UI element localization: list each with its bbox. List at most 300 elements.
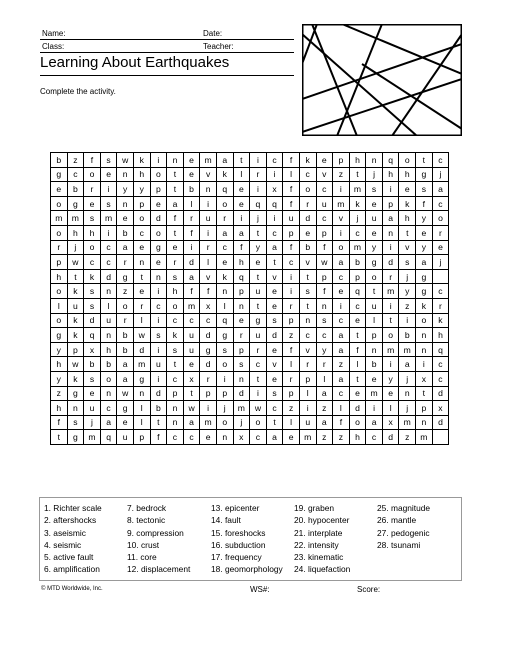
grid-cell: o xyxy=(399,153,416,168)
grid-cell: i xyxy=(382,298,399,313)
grid-cell: n xyxy=(233,371,250,386)
grid-cell: q xyxy=(250,196,267,211)
grid-cell: d xyxy=(100,269,117,284)
grid-cell: c xyxy=(133,225,150,240)
grid-cell: c xyxy=(316,211,333,226)
grid-cell: z xyxy=(333,357,350,372)
word-item: 11. core xyxy=(127,552,157,563)
grid-cell: u xyxy=(117,430,134,445)
grid-cell: f xyxy=(167,211,184,226)
grid-cell: o xyxy=(366,269,383,284)
grid-cell: w xyxy=(117,386,134,401)
grid-cell: c xyxy=(266,153,283,168)
grid-cell: c xyxy=(183,313,200,328)
grid-cell: t xyxy=(233,153,250,168)
grid-cell: s xyxy=(84,284,101,299)
grid-cell: j xyxy=(399,371,416,386)
grid-cell: r xyxy=(432,225,449,240)
grid-cell: d xyxy=(183,255,200,270)
grid-cell: z xyxy=(67,153,84,168)
copyright-text: © MTD Worldwide, Inc. xyxy=(41,586,103,592)
grid-cell: j xyxy=(432,255,449,270)
grid-cell: j xyxy=(432,167,449,182)
grid-cell: i xyxy=(366,401,383,416)
grid-cell: f xyxy=(416,196,433,211)
grid-cell: k xyxy=(167,328,184,343)
grid-cell: j xyxy=(216,401,233,416)
grid-row xyxy=(51,153,449,168)
grid-cell: k xyxy=(399,196,416,211)
grid-cell: b xyxy=(117,225,134,240)
grid-cell: t xyxy=(266,255,283,270)
grid-cell: p xyxy=(233,342,250,357)
grid-cell: i xyxy=(233,211,250,226)
grid-cell: x xyxy=(233,430,250,445)
grid-cell: w xyxy=(67,357,84,372)
grid-cell: c xyxy=(167,313,184,328)
word-item: 28. tsunami xyxy=(377,539,421,550)
grid-cell: f xyxy=(283,153,300,168)
grid-cell: x xyxy=(416,371,433,386)
grid-cell: j xyxy=(67,240,84,255)
grid-cell: i xyxy=(150,153,167,168)
grid-cell: e xyxy=(84,196,101,211)
grid-cell: k xyxy=(299,153,316,168)
grid-cell: c xyxy=(266,225,283,240)
grid-cell: e xyxy=(399,182,416,197)
grid-cell: i xyxy=(250,182,267,197)
grid-cell: g xyxy=(416,269,433,284)
grid-cell: n xyxy=(100,386,117,401)
grid-row xyxy=(51,240,449,255)
grid-cell: i xyxy=(150,284,167,299)
grid-cell: i xyxy=(283,269,300,284)
grid-cell: o xyxy=(167,298,184,313)
word-item: 2. aftershocks xyxy=(44,515,97,526)
grid-cell: y xyxy=(117,182,134,197)
grid-cell: i xyxy=(416,357,433,372)
grid-cell: x xyxy=(84,342,101,357)
grid-cell: e xyxy=(117,211,134,226)
grid-cell: c xyxy=(432,357,449,372)
grid-cell: g xyxy=(51,167,68,182)
grid-cell: y xyxy=(133,182,150,197)
grid-cell: u xyxy=(250,284,267,299)
grid-cell: p xyxy=(283,225,300,240)
score-label: Score: xyxy=(357,585,381,594)
grid-cell: i xyxy=(333,225,350,240)
grid-cell: t xyxy=(250,371,267,386)
grid-cell: p xyxy=(67,342,84,357)
grid-cell: r xyxy=(117,313,134,328)
grid-cell: g xyxy=(133,371,150,386)
grid-cell: v xyxy=(200,167,217,182)
grid-cell: t xyxy=(416,386,433,401)
grid-cell: e xyxy=(299,225,316,240)
grid-cell: p xyxy=(233,284,250,299)
grid-cell: e xyxy=(266,371,283,386)
grid-cell: n xyxy=(167,401,184,416)
grid-cell: h xyxy=(100,342,117,357)
word-item: 5. active fault xyxy=(44,552,94,563)
grid-cell: u xyxy=(366,211,383,226)
word-column-1 xyxy=(44,502,102,576)
grid-row xyxy=(51,328,449,343)
grid-cell: t xyxy=(366,284,383,299)
grid-cell: n xyxy=(150,269,167,284)
grid-cell: g xyxy=(117,269,134,284)
grid-cell: f xyxy=(316,284,333,299)
grid-cell: c xyxy=(216,240,233,255)
grid-cell: b xyxy=(183,182,200,197)
grid-cell: c xyxy=(333,269,350,284)
grid-cell: r xyxy=(382,269,399,284)
grid-cell: o xyxy=(84,240,101,255)
grid-cell: t xyxy=(250,225,267,240)
grid-cell: d xyxy=(133,342,150,357)
grid-cell: h xyxy=(133,167,150,182)
grid-cell: a xyxy=(333,371,350,386)
grid-cell: c xyxy=(167,371,184,386)
grid-cell: i xyxy=(333,298,350,313)
grid-cell: f xyxy=(283,240,300,255)
grid-cell: m xyxy=(233,401,250,416)
page-title: Learning About Earthquakes xyxy=(40,54,230,71)
grid-cell: l xyxy=(349,357,366,372)
grid-cell: n xyxy=(100,284,117,299)
grid-cell: c xyxy=(200,313,217,328)
grid-cell: t xyxy=(416,153,433,168)
grid-cell: i xyxy=(382,240,399,255)
grid-cell: i xyxy=(200,401,217,416)
grid-cell: g xyxy=(67,196,84,211)
grid-cell: g xyxy=(150,240,167,255)
word-item: 18. geomorphology xyxy=(211,564,283,575)
grid-cell: k xyxy=(67,284,84,299)
grid-cell: v xyxy=(266,269,283,284)
grid-cell: g xyxy=(51,328,68,343)
grid-cell: t xyxy=(133,269,150,284)
word-item: 24. liquefaction xyxy=(294,564,351,575)
grid-cell: f xyxy=(233,240,250,255)
grid-cell: o xyxy=(416,313,433,328)
grid-cell: h xyxy=(84,225,101,240)
grid-cell: t xyxy=(167,357,184,372)
grid-cell: y xyxy=(366,240,383,255)
grid-cell: a xyxy=(117,240,134,255)
grid-cell: r xyxy=(51,240,68,255)
grid-cell: f xyxy=(150,430,167,445)
grid-cell: s xyxy=(416,182,433,197)
grid-cell: n xyxy=(366,153,383,168)
grid-cell: k xyxy=(133,153,150,168)
grid-cell: b xyxy=(299,240,316,255)
grid-cell: i xyxy=(150,342,167,357)
grid-cell: p xyxy=(200,386,217,401)
grid-cell: c xyxy=(333,313,350,328)
grid-cell: d xyxy=(266,328,283,343)
grid-cell: p xyxy=(333,153,350,168)
title-underline xyxy=(40,75,294,76)
grid-cell: a xyxy=(333,255,350,270)
grid-cell: h xyxy=(399,211,416,226)
grid-row xyxy=(51,401,449,416)
grid-cell: d xyxy=(150,211,167,226)
grid-cell: r xyxy=(250,342,267,357)
grid-cell: p xyxy=(382,196,399,211)
grid-cell: l xyxy=(283,357,300,372)
grid-cell: s xyxy=(266,313,283,328)
name-line xyxy=(40,39,294,40)
grid-cell: r xyxy=(133,298,150,313)
grid-cell: b xyxy=(150,401,167,416)
grid-cell xyxy=(432,430,449,445)
grid-cell: f xyxy=(283,182,300,197)
grid-row xyxy=(51,313,449,328)
word-item: 13. epicenter xyxy=(211,503,260,513)
word-item: 3. aseismic xyxy=(44,527,86,538)
grid-cell: q xyxy=(266,196,283,211)
grid-cell: s xyxy=(399,255,416,270)
grid-cell: l xyxy=(366,313,383,328)
grid-cell: t xyxy=(183,386,200,401)
grid-cell: m xyxy=(382,284,399,299)
grid-cell: v xyxy=(333,211,350,226)
grid-cell: o xyxy=(84,167,101,182)
grid-cell: r xyxy=(117,255,134,270)
grid-cell: a xyxy=(183,415,200,430)
grid-cell: e xyxy=(250,255,267,270)
grid-cell: n xyxy=(299,313,316,328)
grid-cell: n xyxy=(416,328,433,343)
grid-cell: m xyxy=(67,211,84,226)
grid-cell: t xyxy=(250,269,267,284)
grid-cell: z xyxy=(333,430,350,445)
grid-cell: b xyxy=(399,328,416,343)
grid-cell: a xyxy=(183,269,200,284)
grid-cell: v xyxy=(399,240,416,255)
grid-cell: y xyxy=(316,342,333,357)
grid-cell: j xyxy=(349,211,366,226)
grid-cell: c xyxy=(100,401,117,416)
grid-cell: e xyxy=(167,240,184,255)
grid-cell: h xyxy=(51,269,68,284)
grid-cell: i xyxy=(266,211,283,226)
word-item: 19. graben xyxy=(294,503,335,513)
grid-cell: m xyxy=(200,415,217,430)
grid-cell: a xyxy=(316,386,333,401)
grid-cell: d xyxy=(382,255,399,270)
instructions: Complete the activity. xyxy=(40,87,116,96)
grid-cell: o xyxy=(216,415,233,430)
grid-cell: n xyxy=(216,284,233,299)
grid-cell: m xyxy=(133,357,150,372)
grid-cell: e xyxy=(349,386,366,401)
grid-cell: u xyxy=(84,401,101,416)
grid-cell: f xyxy=(333,415,350,430)
grid-cell: d xyxy=(349,401,366,416)
grid-cell: s xyxy=(316,313,333,328)
grid-cell: g xyxy=(216,328,233,343)
grid-cell: i xyxy=(382,357,399,372)
grid-cell: e xyxy=(382,386,399,401)
grid-cell: w xyxy=(133,328,150,343)
grid-cell: i xyxy=(283,284,300,299)
grid-cell: e xyxy=(266,298,283,313)
grid-cell: m xyxy=(100,211,117,226)
grid-cell: i xyxy=(183,240,200,255)
grid-cell: e xyxy=(51,182,68,197)
word-item: 6. amplification xyxy=(44,564,100,575)
grid-cell: g xyxy=(416,167,433,182)
grid-cell xyxy=(432,269,449,284)
grid-cell: d xyxy=(200,328,217,343)
grid-cell: c xyxy=(67,167,84,182)
grid-cell: z xyxy=(117,284,134,299)
grid-cell: w xyxy=(316,255,333,270)
grid-cell: e xyxy=(84,386,101,401)
grid-cell: p xyxy=(51,255,68,270)
grid-cell: e xyxy=(233,182,250,197)
grid-row xyxy=(51,415,449,430)
grid-cell: p xyxy=(133,196,150,211)
grid-cell: f xyxy=(84,153,101,168)
grid-cell: q xyxy=(216,182,233,197)
grid-cell: a xyxy=(100,415,117,430)
grid-cell: w xyxy=(183,401,200,416)
grid-cell: h xyxy=(51,357,68,372)
grid-cell: c xyxy=(250,357,267,372)
grid-cell: p xyxy=(167,386,184,401)
grid-cell: t xyxy=(349,328,366,343)
grid-cell: n xyxy=(117,196,134,211)
grid-cell: u xyxy=(366,298,383,313)
grid-cell: o xyxy=(432,211,449,226)
grid-cell: c xyxy=(100,255,117,270)
grid-cell: o xyxy=(51,313,68,328)
grid-cell: b xyxy=(84,357,101,372)
grid-cell: c xyxy=(349,298,366,313)
grid-cell: a xyxy=(333,342,350,357)
grid-cell: d xyxy=(84,313,101,328)
grid-cell: d xyxy=(150,386,167,401)
grid-cell: r xyxy=(299,196,316,211)
grid-cell: q xyxy=(100,430,117,445)
grid-cell: l xyxy=(333,401,350,416)
grid-cell: n xyxy=(366,342,383,357)
grid-cell: p xyxy=(133,430,150,445)
grid-cell: l xyxy=(216,298,233,313)
grid-cell: b xyxy=(67,182,84,197)
grid-cell: a xyxy=(432,182,449,197)
grid-cell: l xyxy=(382,401,399,416)
grid-cell: i xyxy=(333,182,350,197)
word-item: 16. subduction xyxy=(211,539,266,550)
grid-cell: p xyxy=(316,225,333,240)
grid-cell: n xyxy=(416,342,433,357)
grid-cell: l xyxy=(200,255,217,270)
grid-row xyxy=(51,430,449,445)
grid-row xyxy=(51,196,449,211)
grid-cell: c xyxy=(432,153,449,168)
grid-cell: m xyxy=(416,430,433,445)
grid-cell: e xyxy=(416,225,433,240)
grid-cell: c xyxy=(432,371,449,386)
grid-cell: o xyxy=(51,196,68,211)
grid-cell: r xyxy=(432,298,449,313)
grid-cell: q xyxy=(233,269,250,284)
word-bank xyxy=(39,497,462,581)
grid-cell: t xyxy=(250,298,267,313)
grid-cell: q xyxy=(349,284,366,299)
grid-cell: l xyxy=(233,167,250,182)
grid-row xyxy=(51,255,449,270)
grid-cell: u xyxy=(183,328,200,343)
grid-row xyxy=(51,371,449,386)
grid-cell: r xyxy=(283,371,300,386)
grid-cell: r xyxy=(200,240,217,255)
grid-cell: o xyxy=(299,182,316,197)
grid-cell: w xyxy=(250,401,267,416)
grid-cell: u xyxy=(183,342,200,357)
grid-cell: d xyxy=(200,357,217,372)
grid-cell: y xyxy=(399,284,416,299)
grid-cell: s xyxy=(84,298,101,313)
grid-cell: e xyxy=(183,153,200,168)
grid-cell: c xyxy=(299,167,316,182)
grid-cell: m xyxy=(84,430,101,445)
grid-cell: v xyxy=(299,342,316,357)
grid-cell: u xyxy=(299,415,316,430)
grid-cell: o xyxy=(349,415,366,430)
grid-cell: h xyxy=(167,284,184,299)
grid-cell: a xyxy=(233,225,250,240)
grid-cell: a xyxy=(117,371,134,386)
grid-cell: r xyxy=(216,211,233,226)
word-item: 22. intensity xyxy=(294,539,339,550)
grid-cell: l xyxy=(283,415,300,430)
grid-cell: t xyxy=(399,225,416,240)
grid-cell: k xyxy=(67,328,84,343)
grid-cell: n xyxy=(117,167,134,182)
grid-cell: p xyxy=(283,386,300,401)
grid-cell: l xyxy=(100,298,117,313)
grid-cell: f xyxy=(316,240,333,255)
grid-cell: z xyxy=(51,386,68,401)
grid-cell: s xyxy=(167,269,184,284)
grid-cell: b xyxy=(117,342,134,357)
grid-cell: h xyxy=(382,167,399,182)
grid-cell: r xyxy=(84,182,101,197)
grid-cell: c xyxy=(150,298,167,313)
grid-cell: o xyxy=(150,225,167,240)
grid-cell: x xyxy=(432,401,449,416)
grid-cell: j xyxy=(399,401,416,416)
grid-cell: h xyxy=(399,167,416,182)
grid-cell: g xyxy=(416,284,433,299)
grid-cell: p xyxy=(416,401,433,416)
grid-cell: c xyxy=(316,182,333,197)
grid-cell: i xyxy=(100,182,117,197)
word-item: 25. magnitude xyxy=(377,503,431,513)
grid-cell: s xyxy=(167,342,184,357)
grid-cell: h xyxy=(349,153,366,168)
grid-cell: a xyxy=(399,357,416,372)
grid-cell: p xyxy=(366,328,383,343)
grid-cell: l xyxy=(183,196,200,211)
grid-cell: e xyxy=(233,196,250,211)
grid-cell: a xyxy=(416,255,433,270)
